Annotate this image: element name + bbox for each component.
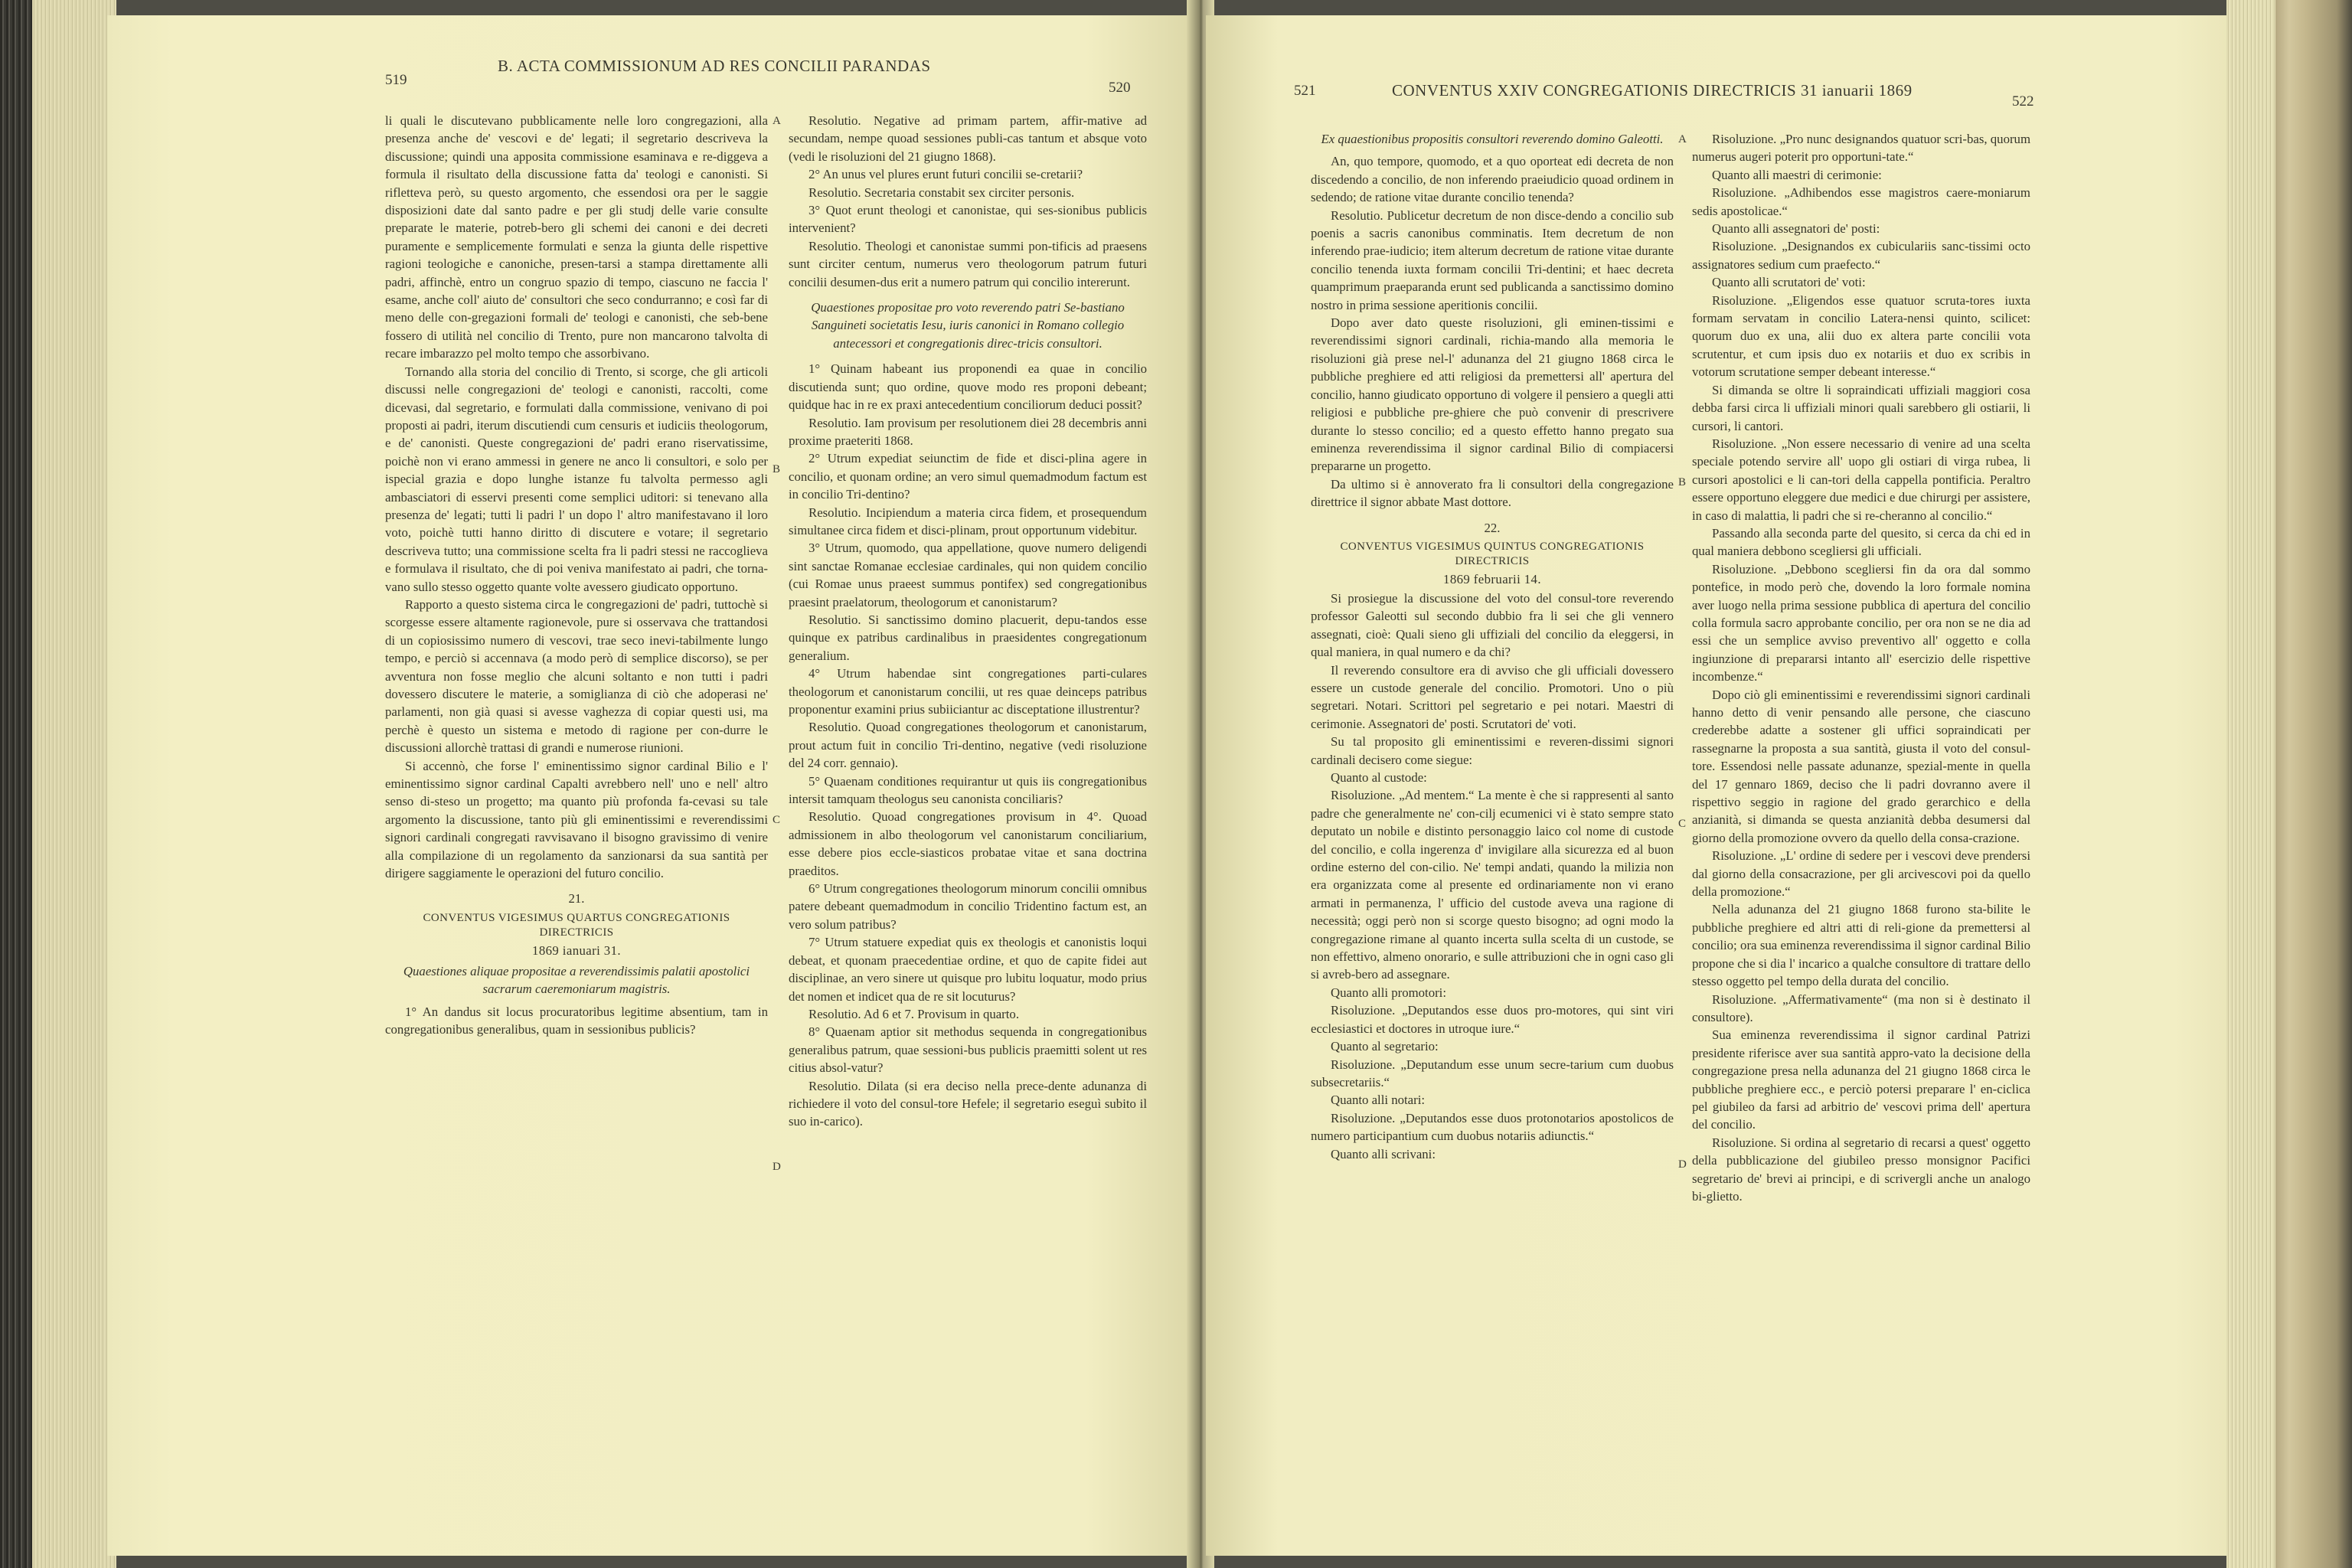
paragraph: Resolutio. Secretaria constabit sex circiter personis. <box>808 185 1075 200</box>
column-522 <box>1692 130 2030 1205</box>
paragraph: Si dimanda se oltre li sopraindicati uffiziali maggiori cosa debba farsi circa li uffiziali minori quali sarebbero gli ostiarii, li cursori, li cantori. <box>1692 382 2030 433</box>
margin-marker: A <box>1678 133 1687 145</box>
book-edge-left <box>0 0 32 1568</box>
paragraph: Quanto alli assegnatori de' posti: <box>1712 221 1880 237</box>
paragraph: Rapporto a questo sistema circa le congregazioni de' padri, tuttochè si scorgesse essere altamente ragionevole, pure si osservava che trattandosi di un copiosissimo numero di vescovi, trae seco inevi-tabilmente lungo tempo, e perciò si accennava (a modo però di semplice discorso), se per avventura non fosse meglio che alcuni soltanto e non tutti i padri dovessero discutere le materie, a somiglianza di ciò che adoperasi ne' parlamenti, non già quasi si avesse vaghezza di copiar questi usi, ma perchè è questo un sistema e metodo di ragione per con-durre le discussioni allorchè trattasi di grandi e numerose riunioni. <box>385 596 768 756</box>
paragraph: Resolutio. Theologi et canonistae summi pon-tificis ad praesens sunt circiter centum, numerus vero theologorum patrum futuri concilii desumen-dus erit a numero patrum qui concilio intererunt. <box>789 238 1147 289</box>
paragraph: 7° Utrum statuere expediat quis ex theologis et canonistis loqui debeat, et quonam praecedentiae ordine, et quo de capite fidei aut disciplinae, an vero sinere ut quisque pro lubitu loquatur, modo prius det nomen et indicet qua de re sit locuturus? <box>789 935 1147 1004</box>
margin-marker: D <box>1678 1158 1687 1171</box>
section-number-21: 21. <box>568 891 585 906</box>
paragraph: 2° Utrum expediat seiunctim de fide et disci-plina agere in concilio, et quonam ordine; an vero simul quemadmodum factum est in concilio Tri-dentino? <box>789 451 1147 502</box>
paragraph: Tornando alla storia del concilio di Trento, si scorge, che gli articoli discussi nelle congregazioni de' teologi e canonisti, raccolti, come dicevasi, dal segretario, e formulati dalla commissione, venivano di poi proposti ai padri, iterum discutiendi cum censuris et iudiciis theologorum, e de' canonisti. Queste congregazioni de' padri erano riservatissime, poichè non vi erano ammessi in genere ne anco li consultori, e solo per ispecial grazia e dopo lunghe istanze fu talvolta permesso agli ambasciatori di esservi presenti come semplici uditori: si tenevano alla presenza de' legati; tutti li padri l' un dopo l' altro manifestavano il loro voto, poichè tutti hanno diritto di discutere e votare; il segretario descriveva tutto; una commissione scelta fra li padri stessi ne raccoglieva e formulava il risultato, che di poi veniva manifestato ai padri, che torna-vano sullo stesso oggetto quante volte avessero giudicato opportuno. <box>385 364 768 594</box>
column-521 <box>1311 130 1674 1163</box>
paragraph: 1° Quinam habeant ius proponendi ea quae in concilio discutienda sunt; quo ordine, quove modo res proponi debeant; quidque hac in re ex praxi antecedentium conciliorum deduci possit? <box>789 361 1147 413</box>
paragraph: Resolutio. Quoad congregationes provisum in 4°. Quoad admissionem in albo theologorum vel canonistarum conciliarium, esse debere pios eccle-siasticos probatae vitae et sana doctrina praeditos. <box>789 809 1147 878</box>
paragraph: Resolutio. Dilata (si era deciso nella prece-dente adunanza di richiedere il voto del consul-tore Hefele; il segretario eseguì subito il suo in-carico). <box>789 1078 1147 1129</box>
paragraph: Quanto alli notari: <box>1331 1093 1426 1108</box>
paragraph: Su tal proposito gli eminentissimi e reveren-dissimi signori cardinali decisero come siegue: <box>1311 734 1674 767</box>
paragraph: Il reverendo consultore era di avviso che gli ufficiali dovessero essere un custode generale del concilio. Promotori. Uno o più segretari. Notari. Scrittori pel segretario e pei notari. Maestri di cerimonie. Assegnatori de' posti. Scrutatori de' voti. <box>1311 662 1674 731</box>
paragraph: Risoluzione. „Adhibendos esse magistros caere-moniarum sedis apostolicae.“ <box>1692 185 2030 218</box>
paragraph: Risoluzione. „Affermativamente“ (ma non si è destinato il consultore). <box>1692 991 2030 1024</box>
paragraph: Quanto alli scrutatori de' voti: <box>1712 275 1866 290</box>
margin-marker: B <box>1678 476 1687 488</box>
paragraph: Resolutio. Iam provisum per resolutionem diei 28 decembris anni proxime praeteriti 1868. <box>789 415 1147 448</box>
section-date-21: 1869 ianuari 31. <box>532 942 621 958</box>
paragraph: 5° Quaenam conditiones requirantur ut quis iis congregationibus intersit tamquam theologus seu canonista conciliaris? <box>789 773 1147 807</box>
paragraph: An, quo tempore, quomodo, et a quo oporteat edi decreta de non discedendo a concilio, de non inferendo praeiudicio quoad ordinem in sedendo; de ratione vitae durante concilio tenenda? <box>1311 154 1674 205</box>
paragraph: Quanto alli promotori: <box>1331 985 1447 1000</box>
paragraph: Resolutio. Publicetur decretum de non disce-dendo a concilio sub poenis a sacris canonibus comminatis. Item decretum de non inferendo prae-iudicio; item alterum decretum de ratione vitae durante concilio tenenda iuxta formam concilii Tri-dentini; et haec decreta quamprimum praeparanda erunt sed publicanda a sanctissimo domino nostro in prima sessione aperitionis concilii. <box>1311 207 1674 312</box>
page-stack-right <box>2226 0 2280 1568</box>
paragraph: Resolutio. Ad 6 et 7. Provisum in quarto. <box>808 1006 1020 1021</box>
paragraph: Risoluzione. „Pro nunc designandos quatuor scri-bas, quorum numerus augeri poterit pro opportuni-tate.“ <box>1692 132 2030 165</box>
paragraph: 6° Utrum congregationes theologorum minorum concilii omnibus patere debeant quemadmodum in concilio Tridentino factum est, an vero solum patribus? <box>789 881 1147 932</box>
paragraph: Risoluzione. „Non essere necessario di venire ad una scelta speciale potendo servire all' uopo gli ostiari di virga rubea, li cursori apostolici e li can-tori della cappella pontificia. Peraltro essere opportuno eleggere due medici e due chirurgi per assistere, in caso di malattia, li padri che si re-cheranno al concilio.“ <box>1692 436 2030 523</box>
paragraph: Risoluzione. „Deputandos esse duos protonotarios apostolicos de numero participantium cum duobus notariis adiunctis.“ <box>1311 1110 1674 1144</box>
paragraph: Da ultimo si è annoverato fra li consultori della congregazione direttrice il signor abbate Mast dottore. <box>1311 476 1674 510</box>
column-520 <box>789 112 1147 1131</box>
paragraph: Si prosiegue la discussione del voto del consul-tore reverendo professor Galeotti sul secondo dubbio fra li sei che gli vennero assegnati, cioè: Quali sieno gli uffiziali del concilio da eleggersi, in qual maniera, in qual numero e da chi? <box>1311 590 1674 660</box>
paragraph: Quanto al segretario: <box>1331 1039 1439 1054</box>
section-title-21: CONVENTUS VIGESIMUS QUARTUS CONGREGATIONIS DIRECTRICIS <box>423 911 730 939</box>
margin-marker: D <box>773 1161 781 1173</box>
paragraph: 3° Quot erunt theologi et canonistae, qui ses-sionibus publicis intervenient? <box>789 203 1147 236</box>
paragraph: Resolutio. Incipiendum a materia circa fidem, et prosequendum simultanee circa fidem et disci-plinam, prout opportunum videbitur. <box>789 505 1147 537</box>
paragraph: 3° Utrum, quomodo, qua appellatione, quove numero deligendi sint sanctae Romanae ecclesiae cardinales, qui non quidem concilio (cui Romae unus praeest summus pontifex) sed congregationibus praesint praelatorum, theologorum et canonistarum? <box>789 541 1147 609</box>
paragraph: Resolutio. Si sanctissimo domino placuerit, depu-tandos esse quinque ex patribus cardinalibus in praesidentes congregationum generalium. <box>789 612 1147 663</box>
page-stack-left <box>32 0 116 1568</box>
question-heading: Ex quaestionibus propositis consultori reverendo domino Galeotti. <box>1321 132 1664 146</box>
book-edge-right <box>2275 0 2352 1568</box>
section-subtitle-21: Quaestiones aliquae propositae a reverendissimis palatii apostolici sacrarum caeremoniarum magistris. <box>403 963 750 997</box>
page-number-519: 519 <box>385 72 407 88</box>
paragraph: Risoluzione. „Deputandum esse unum secre-tarium cum duobus subsecretariis.“ <box>1311 1057 1674 1089</box>
margin-marker: B <box>773 463 781 475</box>
paragraph: Risoluzione. „L' ordine di sedere per i vescovi deve prendersi dal giorno della consacrazione, per gli arcivescovi poi da quello della promozione.“ <box>1692 848 2030 900</box>
paragraph: Passando alla seconda parte del quesito, si cerca da chi ed in qual maniera debbono scegliersi gli ufficiali. <box>1692 525 2030 559</box>
section-number-22: 22. <box>1484 520 1501 535</box>
paragraph: Risoluzione. „Designandos ex cubiculariis sanc-tissimi octo assignatores sedium cum praefecto.“ <box>1692 239 2030 272</box>
running-head-left: B. ACTA COMMISSIONUM AD RES CONCILII PARANDAS <box>498 57 931 75</box>
page-number-520: 520 <box>1109 80 1131 96</box>
margin-marker: C <box>1678 818 1687 830</box>
question-heading: Quaestiones propositae pro voto reverendo patri Se-bastiano Sanguineti societatis Iesu, iuris canonici in Romano collegio antecessori et congregationis direc-tricis consultori. <box>811 300 1125 351</box>
paragraph: 4° Utrum habendae sint congregationes parti-culares theologorum et canonistarum concilii, ut res quae deinceps patribus proponentur examini prius subiiciantur ac disceptatione illustrentur? <box>789 666 1147 717</box>
paragraph: 1° An dandus sit locus procuratoribus legitime absentium, tam in congregationibus generalibus, quam in sessionibus publicis? <box>385 1004 768 1037</box>
paragraph: 8° Quaenam aptior sit methodus sequenda in congregationibus generalibus patrum, quae sessioni-bus publicis praemitti solent ut res citius absol-vatur? <box>789 1024 1147 1076</box>
paragraph: Risoluzione. „Eligendos esse quatuor scruta-tores iuxta formam servatam in concilio Latera-nensi quinto, scilicet: quorum duo ex una, alii duo ex altera parte concilii vota scrutentur, et cum ipsis duo ex notariis et duo ex scribis in votorum scrutatione semper debeant interesse.“ <box>1692 292 2030 380</box>
paragraph: Dopo ciò gli eminentissimi e reverendissimi signori cardinali hanno detto di venir pensando alle persone, che ciascuno crederebbe adatte a sostener gli uffici sopraindicati per rassegnarne la proposta a sua santità, giusta il voto del consul-tore. Essendosi nelle passate adunanze, spezial-mente in quella del 17 gennaro 1869, deciso che li padri dovranno avere il rispettivo seggio in ragione del grado gerarchico e della anzianità, si dimanda se questa anzianità debba desumersi dal giorno della promozione ovvero da quello della consa-crazione. <box>1692 687 2030 845</box>
paragraph: Dopo aver dato queste risoluzioni, gli eminen-tissimi e reverendissimi signori cardinali, richia-mando alla memoria le risoluzioni già prese nel-l' adunanza del 21 giugno 1868 circa le pubbliche preghiere ed atti religiosi da premettersi all' apertura del concilio, hanno giudicato opportuno di volgere il pensiero a quegli atti religiosi e pubbliche pre-ghiere che può convenir di prescrivere durante lo stesso concilio; ed a questo effetto hanno pregato sua eminenza reverendissima il signor cardinal Bilio di compiacersi prepararne un progetto. <box>1311 315 1674 474</box>
paragraph: Risoluzione. Si ordina al segretario di recarsi a quest' oggetto della pubblicazione del giubileo presso monsignor Pacifici segretario de' brevi ai principi, e di scrivergli anche un analogo bi-glietto. <box>1692 1135 2030 1204</box>
paragraph: Resolutio. Quoad congregationes theologorum et canonistarum, prout actum fuit in concilio Tri-dentino, negative (vedi risoluzione del 24 corr. gennaio). <box>789 720 1147 771</box>
paragraph: 2° An unus vel plures erunt futuri concilii se-cretarii? <box>808 167 1083 182</box>
paragraph: Quanto alli maestri di cerimonie: <box>1712 167 1882 182</box>
paragraph: Quanto al custode: <box>1331 770 1427 785</box>
paragraph: Quanto alli scrivani: <box>1331 1146 1436 1161</box>
paragraph: Nella adunanza del 21 giugno 1868 furono sta-bilite le pubbliche preghiere ed altri atti di reli-gione da premettersi al concilio; ora sua eminenza reverendissima il signor cardinal Bilio propone che si dia l' incarico a qualche consultore di trattare dello stesso oggetto pel tempo della durata del concilio. <box>1692 902 2030 989</box>
margin-marker: A <box>773 115 781 127</box>
paragraph: Risoluzione. „Debbono scegliersi fin da ora dal sommo pontefice, in modo però che, dovendo la loro formale nomina aver luogo nella prima sessione pubblica di apertura del concilio colla formula sacro approbante concilio, per ora non se ne dia ad essi che un semplice avviso preventivo all' oggetto e colla ingiunzione di prepararsi intanto all' esercizio delle rispettive incombenze.“ <box>1692 561 2030 684</box>
paragraph: Risoluzione. „Deputandos esse duos pro-motores, qui sint viri ecclesiastici et doctores in utroque iure.“ <box>1311 1003 1674 1036</box>
margin-marker: C <box>773 814 781 826</box>
paragraph: Sua eminenza reverendissima il signor cardinal Patrizi presidente riferisce aver sua santità appro-vato la decisione della congregazione presa nella adunanza del 21 giugno 1868 circa le pubbliche preghiere ecc., e perciò potersi preparare l' en-ciclica pel giubileo da farsi ad arbitrio de' vescovi prima dell' apertura del concilio. <box>1692 1027 2030 1132</box>
running-head-right: CONVENTUS XXIV CONGREGATIONIS DIRECTRICIS 31 ianuarii 1869 <box>1392 81 1913 100</box>
page-number-522: 522 <box>2012 93 2034 109</box>
paragraph: Risoluzione. „Ad mentem.“ La mente è che si rappresenti al santo padre che generalmente ne' con-cilj ecumenici vi è stato sempre stato deputato un nobile e distinto personaggio laico col nome di custode del concilio, e colla ingerenza d' invigilare alla sicurezza ed al buon ordine esterno del con-cilio. Ne' tempi andati, quando la milizia non era organizzata come al presente ed ordinariamente non vi erano armati in permanenza, l' ufficio del custode aveva una ragione di necessità; oggi però non si scorge questo bisogno; ad ogni modo la congregazione rimane al quanto incerta sulla scelta di un custode, se non effettivo, almeno onorario, e sulle attribuzioni che in ogni caso gli si avreb-bero ad assegnare. <box>1311 788 1674 982</box>
section-date-22: 1869 februarii 14. <box>1443 571 1541 586</box>
paragraph: li quali le discutevano pubblicamente nelle loro congregazioni, alla presenza anche de' vescovi e de' legati; il segretario descriveva la discussione; quindi una apposita commissione esaminava e re-diggeva a formula il risultato della discussione fatta da' teologi e canonisti. Si rifletteva però, su questo argomento, che essendosi ora per le saggie disposizioni date dal santo padre e per gli studj delle varie consulte preparate le materie, potreb-bero gli schemi dei canoni e dei decreti puramente e semplicemente formulati e senza la giunta delle rispettive ragioni teologiche e canoniche, presen-tarsi a stampa direttamente alli padri, affinchè, entro un congruo spazio di tempo, ciascuno ne faccia l' esame, anche coll' aiuto de' consultori che seco condurranno; e così far di meno delle con-gregazioni formali de' teologi e canonisti, che seb-bene fossero di utilità nel concilio di Trento, pure non mancarono talvolta di recare imbarazzo pel molto tempo che assorbivano. <box>385 113 768 361</box>
column-519 <box>385 112 768 1039</box>
paragraph: Si accennò, che forse l' eminentissimo signor cardinal Bilio e l' eminentissimo signor cardinal Capalti avrebbero nell' uno e nell' altro senso di-steso un progetto; ma quanto più profonda fa-cevasi su tale argomento la discussione, tanto più gli eminentissimi e reverendissimi signori cardinali congregati ravvisavano il bisogno gravissimo di venire alla compilazione di un regolamento da sanzionarsi da sua santità per dirigere saggiamente le operazioni del futuro concilio. <box>385 758 768 881</box>
section-title-22: CONVENTUS VIGESIMUS QUINTUS CONGREGATIONIS DIRECTRICIS <box>1340 540 1645 567</box>
page-number-521: 521 <box>1294 83 1316 99</box>
paragraph: Resolutio. Negative ad primam partem, affir-mative ad secundam, nempe quoad sessiones publi-cas tantum et absque voto (vedi le risoluzioni del 21 giugno 1868). <box>789 113 1147 164</box>
